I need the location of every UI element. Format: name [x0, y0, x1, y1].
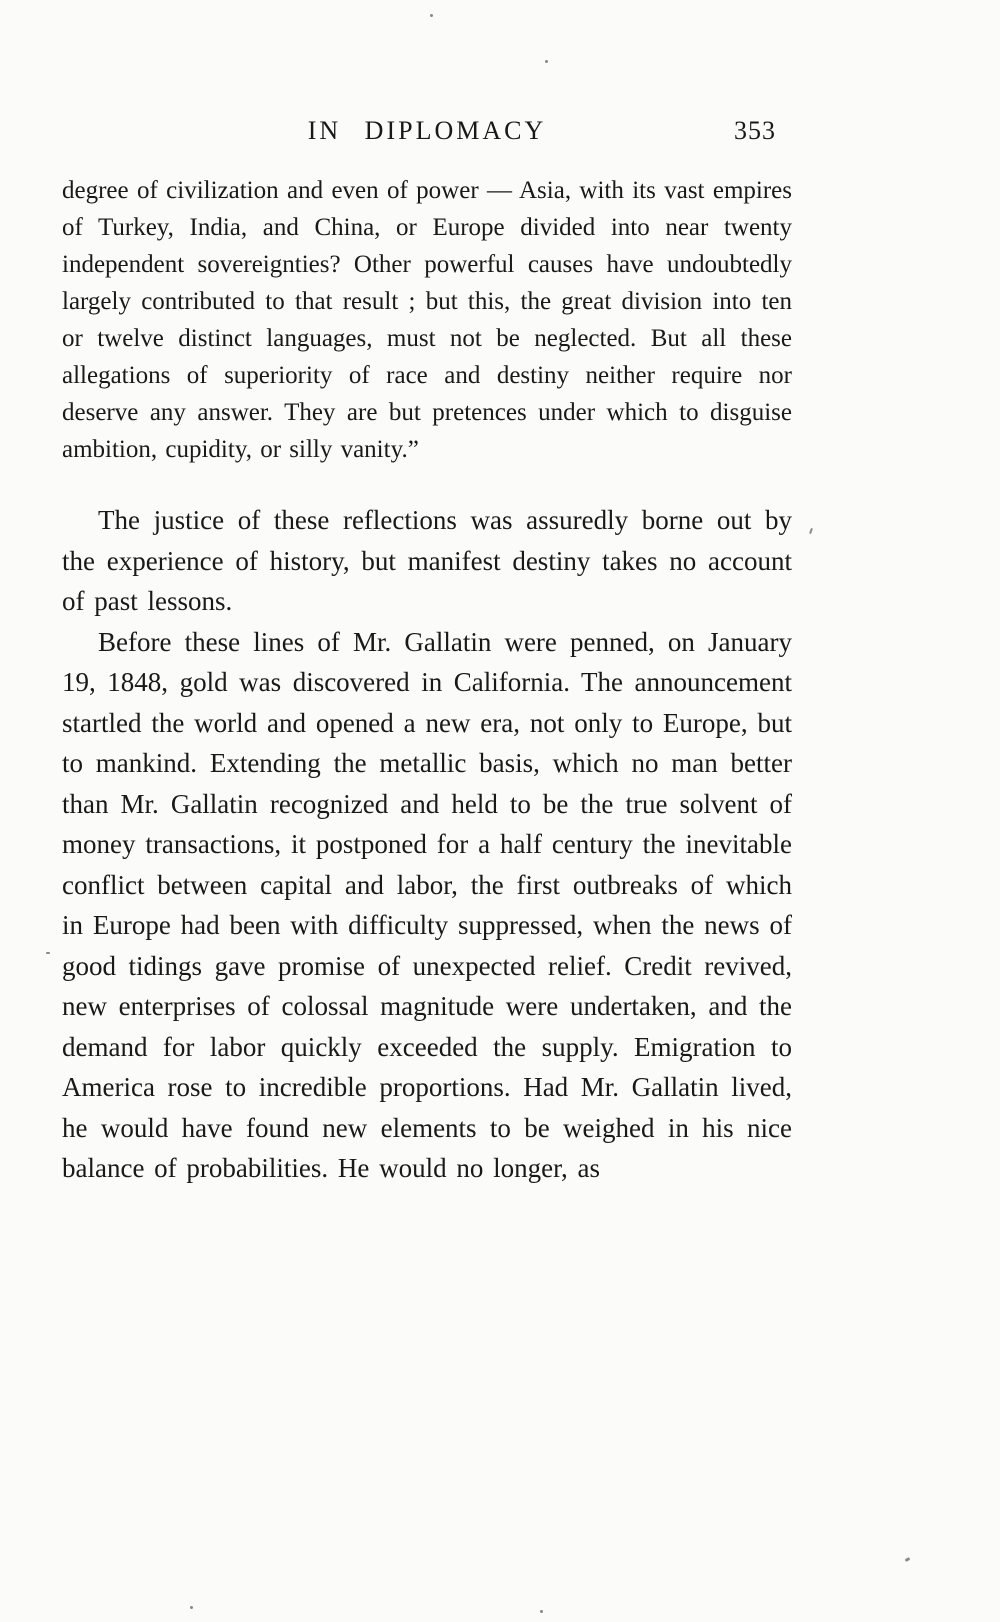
scan-speck — [430, 14, 433, 17]
quoted-paragraph: degree of civilization and even of power — Asia, with its vast empires of Turkey, India, and China, or Europe divided into near twenty independent sovereignties? Other powerful causes have undoubtedly largely contributed to that result ; but this, the great division into ten or twelve distinct languages, must not be neglected. But all these allegations of superiority of race and destiny neither require nor deserve any answer. They are but pretences under which to disguise ambition, cupidity, or silly vanity.” — [62, 177, 792, 463]
scan-speck — [540, 1610, 543, 1613]
page-header — [62, 116, 792, 152]
running-head: IN DIPLOMACY — [307, 116, 547, 145]
scan-speck — [809, 528, 813, 534]
scan-speck — [190, 1606, 193, 1609]
page-number: 353 — [734, 116, 776, 145]
paragraph: Before these lines of Mr. Gallatin were penned, on January 19, 1848, gold was discovered in California. The announcement startled the world and opened a new era, not only to Europe, but to mankind. Extending the metallic basis, which no man better than Mr. Gallatin recognized and held to be the true solvent of money transactions, it postponed for a half century the inevitable conflict between capital and labor, the first outbreaks of which in Europe had been with difficulty suppressed, when the news of good tidings gave promise of unexpected relief. Credit revived, new enterprises of colossal magnitude were undertaken, and the demand for labor quickly exceeded the supply. Emigration to America rose to incredible proportions. Had Mr. Gallatin lived, he would have found new elements to be weighed in his nice balance of probabilities. He would no longer, as — [62, 626, 792, 1183]
paragraph: The justice of these reflections was assuredly borne out by the experience of history, but manifest destiny takes no account of past lessons. — [62, 505, 792, 616]
scan-speck — [905, 1557, 911, 1562]
text-block — [62, 116, 792, 1189]
scan-speck — [46, 952, 50, 954]
scan-speck — [545, 60, 548, 63]
